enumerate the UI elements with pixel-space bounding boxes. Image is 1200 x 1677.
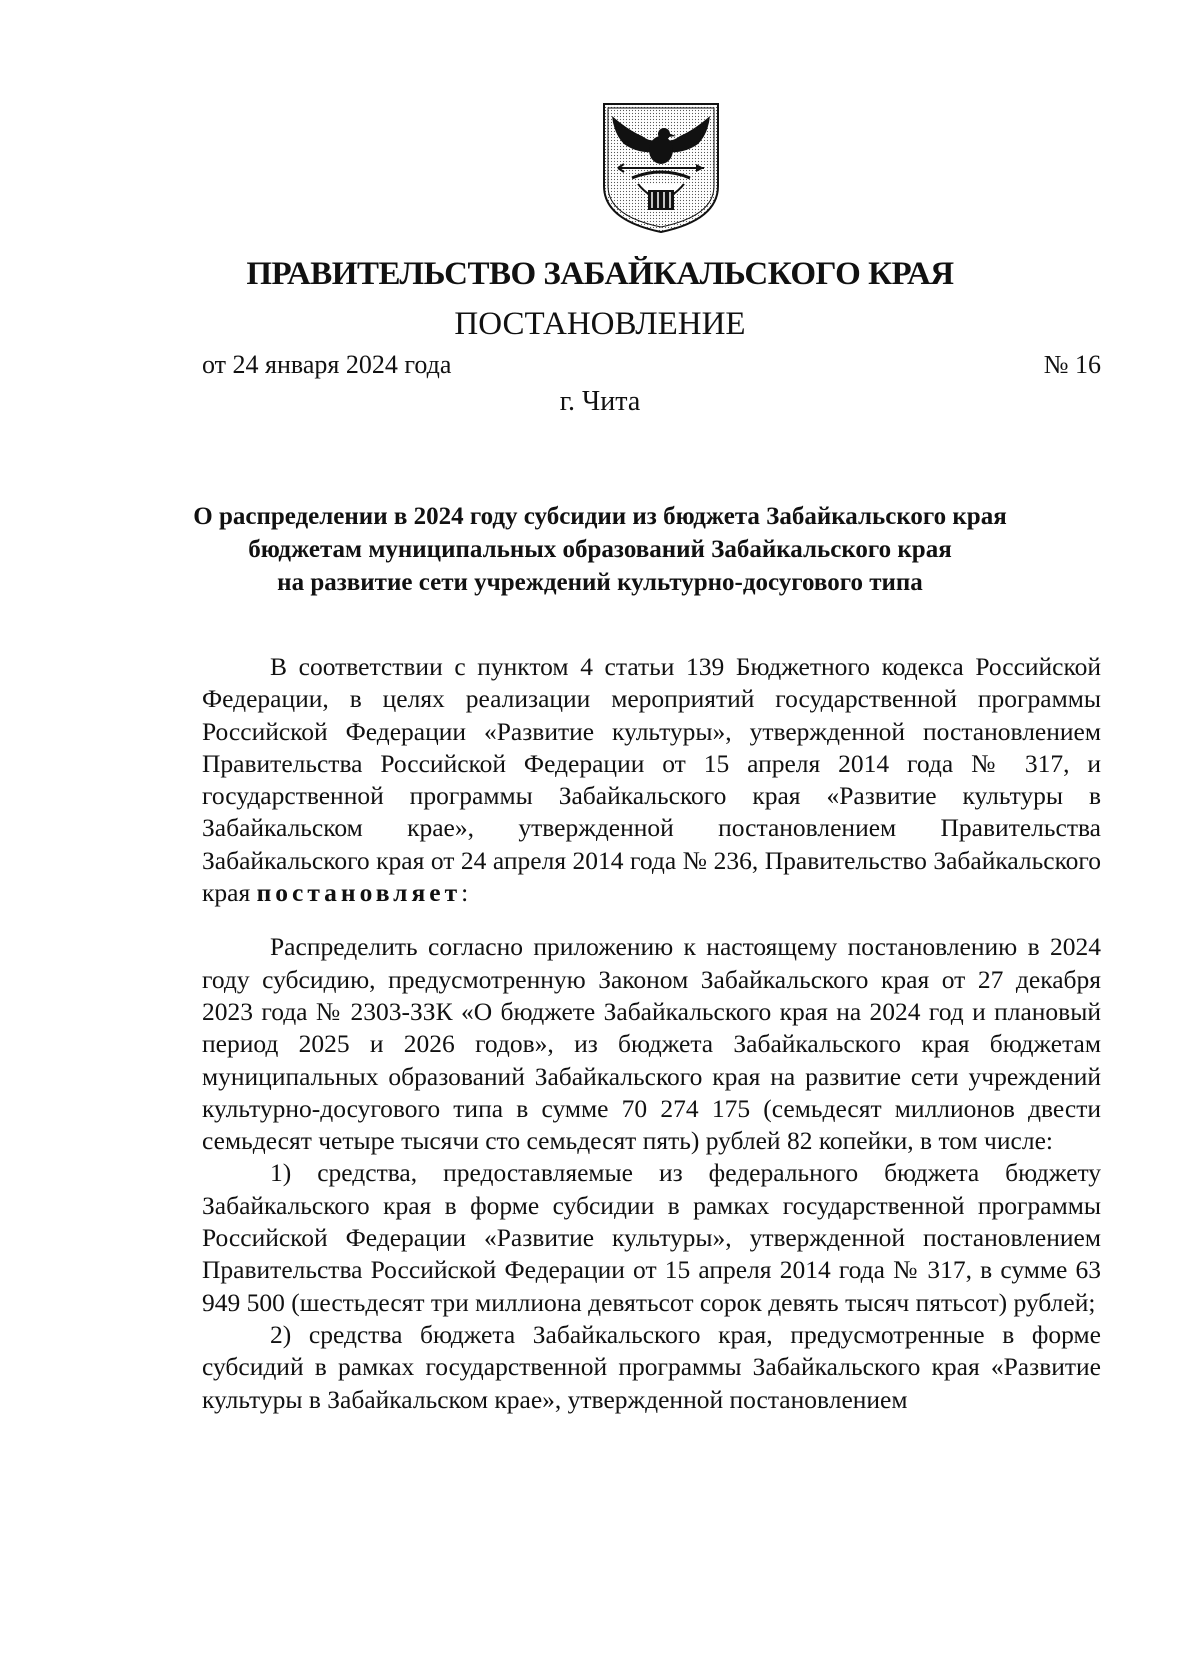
document-date: от 24 января 2024 года	[202, 350, 452, 379]
resolves-colon: :	[461, 878, 469, 908]
government-title: ПРАВИТЕЛЬСТВО ЗАБАЙКАЛЬСКОГО КРАЯ	[246, 256, 954, 292]
list-item-1: 1) средства, предоставляемые из федерального бюджета бюджету Забайкальского края в форме субсидии в рамках государственной программы Российской Федерации «Развитие культуры», утвержденной постановлением Правительства Российской Федерации от 15 апреля 2014 года № 317, в сумме 63 949 500 (шестьдесят три миллиона девятьсот сорок девять тысяч пятьсот) рублей;	[202, 1158, 1101, 1317]
preamble-text: В соответствии с пунктом 4 статьи 139 Бюджетного кодекса Российской Федерации, в целях реализации мероприятий государственной программы Российской Федерации «Развитие культуры», утвержденной постановлением Правительства Российской Федерации от 15 апреля 2014 года № 317, и государственной программы Забайкальского края «Развитие культуры в Забайкальском крае», утвержденной постановлением Правительства Забайкальского края от 24 апреля 2014 года № 236, Правительство Забайкальского края	[202, 652, 1101, 908]
document-subject	[150, 500, 1050, 599]
list-item-2: 2) средства бюджета Забайкальского края, предусмотренные в форме субсидий в рамках государственной программы Забайкальского края «Развитие культуры в Забайкальском крае», утвержденной постановлением	[202, 1319, 1101, 1414]
main-paragraph: Распределить согласно приложению к настоящему постановлению в 2024 году субсидию, предусмотренную Законом Забайкальского края от 27 декабря 2023 года № 2303-ЗЗК «О бюджете Забайкальского края на 2024 год и плановый период 2025 и 2026 годов», из бюджета Забайкальского края бюджетам муниципальных образований Забайкальского края на развитие сети учреждений культурно-досугового типа в сумме 70 274 175 (семьдесят миллионов двести семьдесят четыре тысячи сто семьдесят пять) рублей 82 копейки, в том числе:	[202, 932, 1101, 1156]
document-number: № 16	[1043, 350, 1101, 379]
subject-line-3: на развитие сети учреждений культурно-досугового типа	[277, 569, 923, 596]
document-body	[202, 651, 1101, 1416]
document-city: г. Чита	[559, 386, 641, 417]
preamble-paragraph	[202, 651, 1101, 909]
coat-of-arms-emblem	[598, 100, 724, 236]
resolves-word: постановляет	[256, 878, 462, 908]
subject-line-1: О распределении в 2024 году субсидии из бюджета Забайкальского края	[193, 503, 1007, 530]
subject-line-2: бюджетам муниципальных образований Забайкальского края	[248, 536, 952, 563]
document-type: ПОСТАНОВЛЕНИЕ	[454, 306, 746, 342]
